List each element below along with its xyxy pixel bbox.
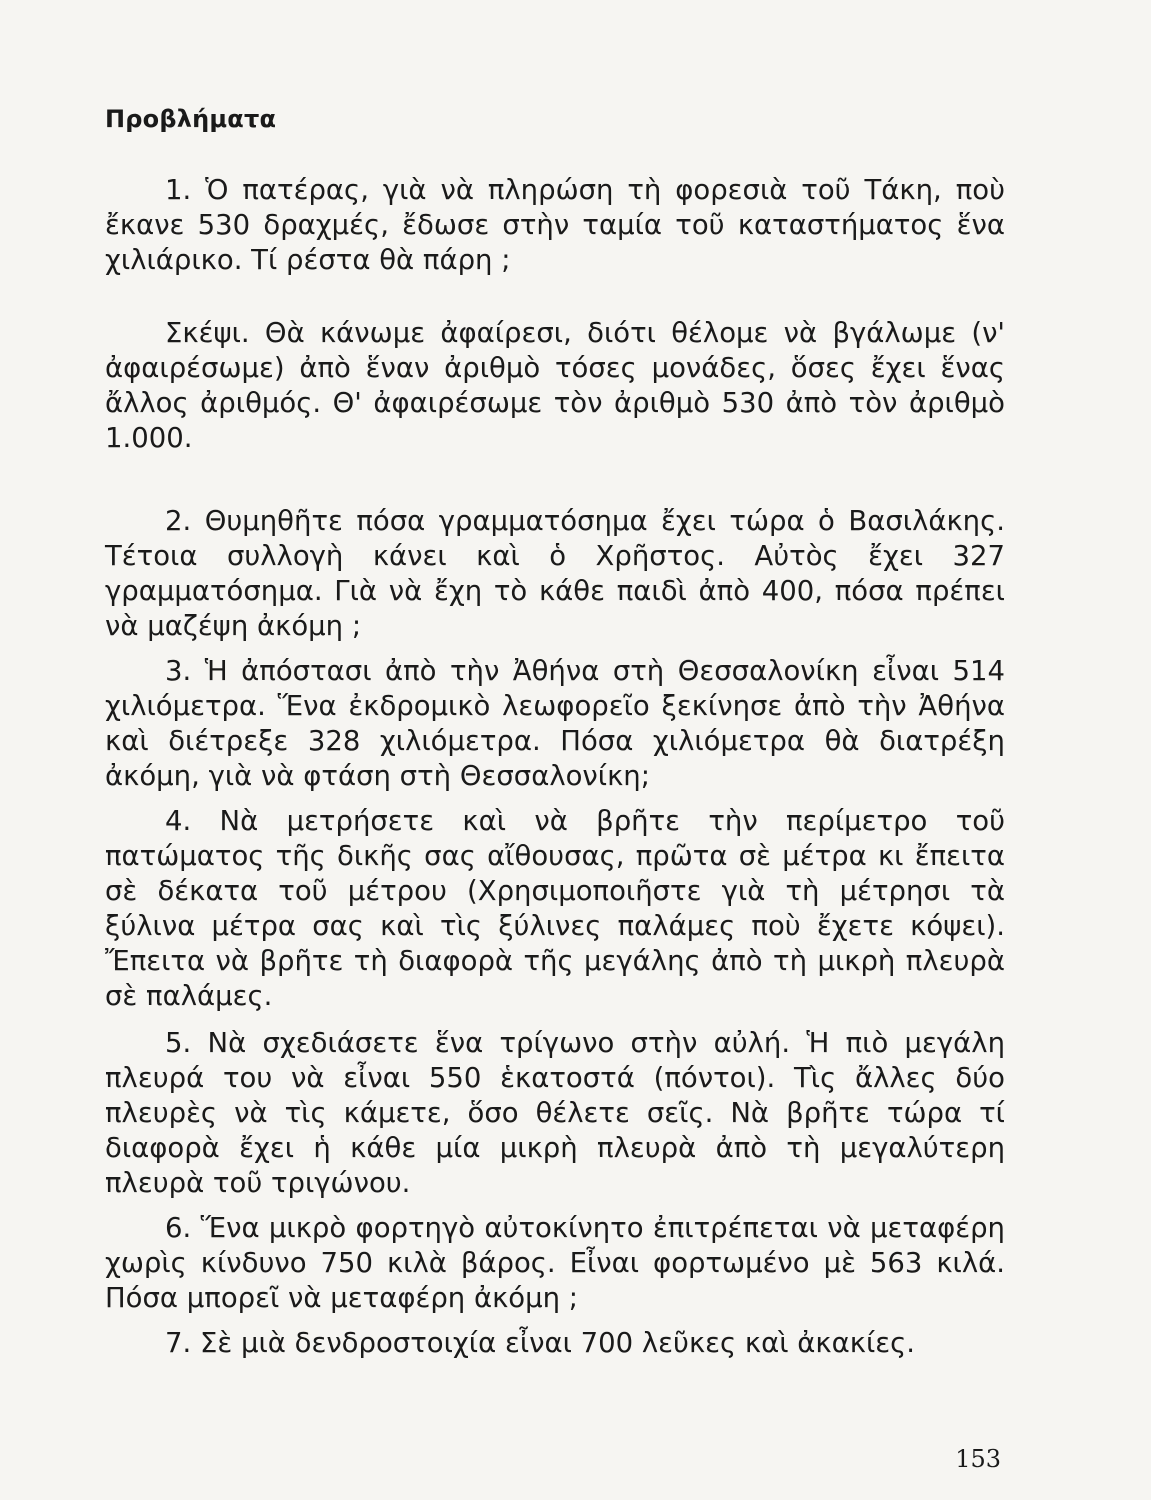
page-body <box>105 105 1005 1361</box>
problem-4: 4. Νὰ μετρήσετε καὶ νὰ βρῆτε τὴν περίμετρο τοῦ πατώματος τῆς δικῆς σας αἴθουσας, πρῶτα σὲ μέτρα κι ἔπειτα σὲ δέκατα τοῦ μέτρου (Χρησιμοποιῆστε γιὰ τὴ μέτρησι τὰ ξύλινα μέτρα σας καὶ τὶς ξύλινες παλάμες ποὺ ἔχετε κόψει). Ἔπειτα νὰ βρῆτε τὴ διαφορὰ τῆς μεγάλης ἀπὸ τὴ μικρὴ πλευρὰ σὲ παλάμες. <box>105 805 1005 1012</box>
problem-7: 7. Σὲ μιὰ δενδροστοιχία εἶναι 700 λεῦκες καὶ ἀκακίες. <box>165 1327 916 1359</box>
section-heading: Προβλήματα <box>105 105 277 133</box>
problem-6: 6. Ἕνα μικρὸ φορτηγὸ αὐτοκίνητο ἐπιτρέπεται νὰ μεταφέρη χωρὶς κίνδυνο 750 κιλὰ βάρος. Εἶναι φορτωμένο μὲ 563 κιλά. Πόσα μπορεῖ νὰ μεταφέρη ἀκόμη ; <box>105 1212 1005 1314</box>
problem-5: 5. Νὰ σχεδιάσετε ἕνα τρίγωνο στὴν αὐλή. Ἡ πιὸ μεγάλη πλευρά του νὰ εἶναι 550 ἑκατοστά (πόντοι). Τὶς ἄλλες δύο πλευρὲς νὰ τὶς κάμετε, ὅσο θέλετε σεῖς. Νὰ βρῆτε τώρα τί διαφορὰ ἔχει ἡ κάθε μία μικρὴ πλευρὰ ἀπὸ τὴ μεγαλύτερη πλευρὰ τοῦ τριγώνου. <box>105 1027 1005 1199</box>
problem-1: 1. Ὁ πατέρας, γιὰ νὰ πληρώση τὴ φορεσιὰ τοῦ Τάκη, ποὺ ἔκανε 530 δραχμές, ἔδωσε στὴν ταμία τοῦ καταστήματος ἕνα χιλιάρικο. Τί ρέστα θὰ πάρη ; <box>105 174 1005 276</box>
page-number: 153 <box>955 1445 1001 1473</box>
problem-2: 2. Θυμηθῆτε πόσα γραμματόσημα ἔχει τώρα ὁ Βασιλάκης. Τέτοια συλλογὴ κάνει καὶ ὁ Χρῆστος. Αὐτὸς ἔχει 327 γραμματόσημα. Γιὰ νὰ ἔχη τὸ κάθε παιδὶ ἀπὸ 400, πόσα πρέπει νὰ μαζέψη ἀκόμη ; <box>105 505 1005 642</box>
thinking-note: Σκέψι. Θὰ κάνωμε ἀφαίρεσι, διότι θέλομε νὰ βγάλωμε (ν' ἀφαιρέσωμε) ἀπὸ ἕναν ἀριθμὸ τόσες μονάδες, ὅσες ἔχει ἕνας ἄλλος ἀριθμός. Θ' ἀφαιρέσωμε τὸν ἀριθμὸ 530 ἀπὸ τὸν ἀριθμὸ 1.000. <box>105 317 1005 454</box>
problem-3: 3. Ἡ ἀπόστασι ἀπὸ τὴν Ἀθήνα στὴ Θεσσαλονίκη εἶναι 514 χιλιόμετρα. Ἕνα ἐκδρομικὸ λεωφορεῖο ξεκίνησε ἀπὸ τὴν Ἀθήνα καὶ διέτρεξε 328 χιλιόμετρα. Πόσα χιλιόμετρα θὰ διατρέξη ἀκόμη, γιὰ νὰ φτάση στὴ Θεσσαλονίκη; <box>105 655 1005 792</box>
